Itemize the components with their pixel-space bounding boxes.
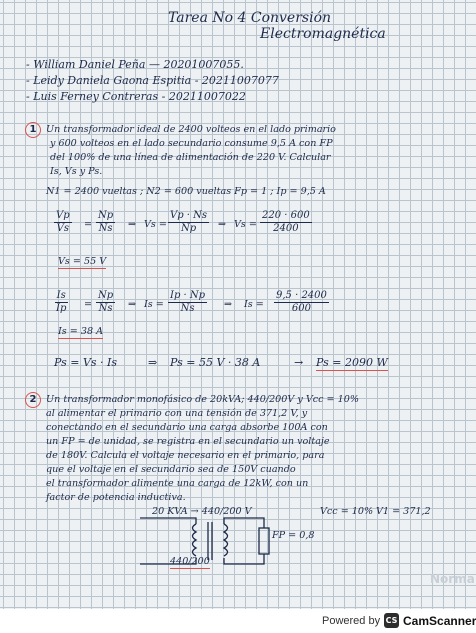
fraction-vp-vs: $\frac{Vp}{Vs}$: [56, 210, 70, 234]
camscanner-logo-icon: CS: [384, 613, 399, 628]
summary-v1: V1 = 371,2: [376, 506, 431, 517]
power-formula: Ps = Vs · Is: [54, 356, 118, 369]
question-text-line: Un transformador ideal de 2400 volteos en el lado primario: [46, 124, 336, 135]
page-subtitle: Electromagnética: [260, 26, 386, 42]
question-text-line: que el voltaje en el secundario sea de 150V cuando: [46, 464, 296, 475]
question-text-line: conectando en el secundario una carga absorbe 100A con: [46, 422, 328, 433]
question-text-line: de 180V. Calcula el voltaje necesario en el primario, para: [46, 450, 325, 461]
fraction-ip-np-ns: $\frac{Ip \cdot Np}{Ns}$: [170, 290, 206, 314]
question-text-line: un FP = de unidad, se registra en el secundario un voltaje: [46, 436, 330, 447]
ratio-label: 440/200: [170, 556, 210, 567]
camscanner-brand: CamScanner: [403, 614, 476, 628]
question-text-line: del 100% de una línea de alimentación de 220 V. Calcular: [50, 152, 331, 163]
power-substitution: Ps = 55 V · 38 A: [170, 356, 261, 369]
question-text-line: y 600 volteos en el lado secundario consume 9,5 A con FP: [50, 138, 333, 149]
givens-line: N1 = 2400 vueltas ; N2 = 600 vueltas Fp = 1 ; Ip = 9,5 A: [46, 186, 326, 197]
result-is: Is = 38 A: [58, 326, 104, 337]
fraction-is-ip: $\frac{Is}{Ip}$: [56, 290, 67, 314]
summary-rating: 20 KVA → 440/200 V: [152, 506, 252, 517]
page-title: Tarea No 4 Conversión: [168, 10, 332, 26]
fraction-np-ns: $\frac{Np}{Ns}$: [98, 290, 114, 314]
author-line: - Luis Ferney Contreras - 20211007022: [26, 90, 246, 103]
question-text-line: factor de potencia inductiva.: [46, 492, 186, 503]
question-text-line: el transformador alimente una carga de 12kW, con un: [46, 478, 309, 489]
result-ps: Ps = 2090 W: [316, 356, 388, 369]
fraction-vp-ns-np: $\frac{Vp \cdot Ns}{Np}$: [170, 210, 208, 234]
fraction-result: $\frac{9,5 \cdot 2400}{600}$: [276, 290, 327, 314]
result-vs: Vs = 55 V: [58, 256, 107, 267]
question-text-line: Un transformador monofásico de 20kVA; 440/200V y Vcc = 10%: [46, 394, 359, 405]
question-text-line: Is, Vs y Ps.: [50, 166, 103, 177]
transformer-circuit-diagram: [140, 514, 300, 568]
question-number: 1: [25, 122, 41, 138]
fp-label: FP = 0,8: [272, 530, 315, 541]
author-line: - William Daniel Peña — 20201007055.: [26, 58, 244, 71]
powered-by-label: Powered by: [322, 615, 381, 627]
notebook-watermark: Norma: [430, 572, 475, 586]
summary-vcc: Vcc = 10%: [320, 506, 374, 517]
fraction-result: $\frac{220 \cdot 600}{2400}$: [262, 210, 310, 234]
question-number: 2: [25, 392, 41, 408]
author-line: - Leidy Daniela Gaona Espitia - 20211007077: [26, 74, 279, 87]
notebook-page: Tarea No 4 Conversión Electromagnética - William Daniel Peña — 20201007055. - Leidy Daniela Gaona Espitia - 20211007077 - Luis Ferney Contreras - 20211007022 1 Un transformador ideal de 2400 volteos en el lado primario y 600 volteos en el lado secundario consume 9,5 A con FP del 100% de una línea de alimentación de 220 V. Calcular Is, Vs y Ps. N1 = 2400 vueltas ; N2 = 600 vueltas Fp = 1 ; Ip = 9,5 A $\frac{Vp}{Vs}$ = $\frac{Np}{Ns}$ ⇒ Vs = $\frac{Vp \cdot Ns}{Np}$ ⇒ Vs = $\frac{220 \cdot 600}{2400}$ Vs = 55 V $\frac{Is}{Ip}$ = $\frac{Np}{Ns}$ ⇒ Is = $\frac{Ip \cdot Np}{Ns}$ ⇒ Is = $\frac{9,5 \cdot 2400}{600}$ Is = 38 A Ps = Vs · Is ⇒ Ps = 55 V · 38 A → Ps = 2090 W 2 Un transformador monofásico de 20kVA; 440/200V y Vcc = 10% al alimentar el primario con una tensión de 371,2 V, y conectando en el secundario una carga absorbe 100A con un FP = de unidad, se registra en el secundario un voltaje de 180V. Calcula el voltaje necesario en el primario, para que el voltaje en el secundario sea de 150V cuando el transformador alimente una carga de 12kW, con un factor de potencia inductiva. 20 KVA → 440/200 V Vcc = 10% V1 = 371,2 FP = 0,8 440/200 Norma Powered by CS CamScanner: [0, 0, 476, 633]
scanner-footer: [0, 609, 476, 633]
fraction-np-ns: $\frac{Np}{Ns}$: [98, 210, 114, 234]
question-text-line: al alimentar el primario con una tensión de 371,2 V, y: [46, 408, 308, 419]
